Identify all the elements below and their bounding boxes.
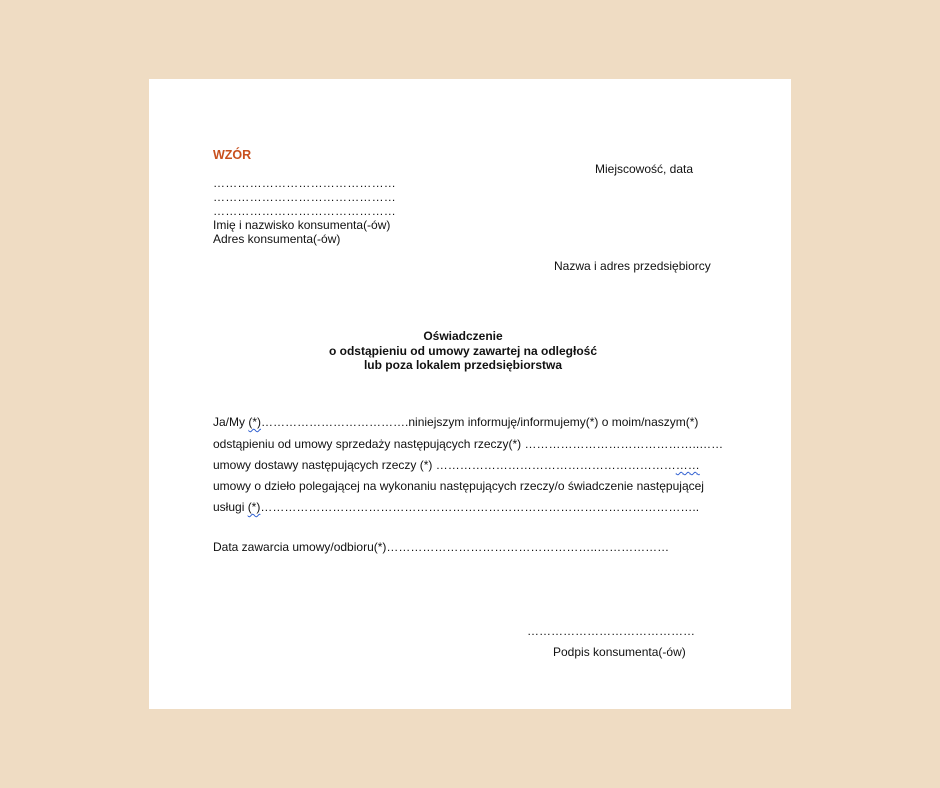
body-line-1 xyxy=(213,415,698,429)
place-date-label: Miejscowość, data xyxy=(595,162,694,176)
body-line-5-end: ……………………………………………………………………………………………….. xyxy=(260,500,700,514)
body-line-1-end: ……………………………….niniejszym informuję/informujemy(*) o moim/naszym(*) xyxy=(261,415,699,429)
spellcheck-mark: …… xyxy=(675,458,700,472)
body-line-3 xyxy=(213,458,700,472)
document-page xyxy=(149,79,791,709)
consumer-dots-line-1: ……………………………………… xyxy=(213,176,396,190)
contract-date-line: Data zawarcia umowy/odbioru(*)……………………………………………..……………… xyxy=(213,540,670,554)
consumer-name-label: Imię i nazwisko konsumenta(-ów) xyxy=(213,218,391,232)
consumer-address-label: Adres konsumenta(-ów) xyxy=(213,232,341,246)
title-line-2: o odstąpieniu od umowy zawartej na odległość xyxy=(328,343,598,358)
trader-label: Nazwa i adres przedsiębiorcy xyxy=(554,259,711,273)
signature-label: Podpis konsumenta(-ów) xyxy=(553,645,686,659)
document-title xyxy=(149,329,777,373)
body-line-3-start: umowy dostawy następujących rzeczy (*) …………………………………………………… xyxy=(213,458,676,472)
body-line-1-start: Ja/My xyxy=(213,415,249,429)
spellcheck-mark: (*) xyxy=(248,415,262,429)
consumer-dots-line-2: ……………………………………… xyxy=(213,190,396,204)
body-line-2: odstąpieniu od umowy sprzedaży następujących rzeczy(*) ……………………………………..…… xyxy=(213,437,724,451)
body-line-4: umowy o dzieło polegającej na wykonaniu następujących rzeczy/o świadczenie następującej xyxy=(213,479,704,493)
consumer-dots-line-3: ……………………………………… xyxy=(213,204,396,218)
template-label: WZÓR xyxy=(213,148,252,162)
title-line-1: Oświadczenie xyxy=(423,329,503,343)
body-line-5 xyxy=(213,500,699,514)
spellcheck-mark: (*) xyxy=(247,500,261,514)
title-line-3: lub poza lokalem przedsiębiorstwa xyxy=(363,358,563,372)
signature-dots: …………………………………… xyxy=(527,624,695,638)
body-line-5-start: usługi xyxy=(213,500,248,514)
